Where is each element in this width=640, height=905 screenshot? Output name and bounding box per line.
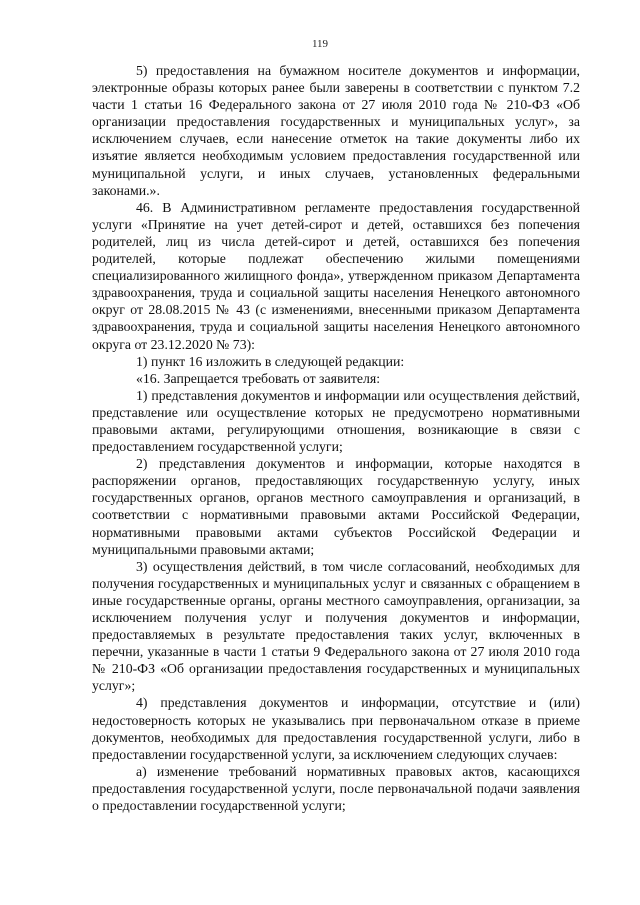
paragraph-clause-16: «16. Запрещается требовать от заявителя: bbox=[136, 370, 381, 386]
paragraph-subitem-4: 4) представления документов и информации, отсутствие и (или) недостоверность которых не указывались при первоначальном отказе в приеме документов, необходимых для предоставления государственной услуги, либо в предоставлении государственной услуги, за исключением следующих случаев: bbox=[92, 695, 580, 762]
document-body bbox=[92, 62, 580, 814]
paragraph-section-46: 46. В Административном регламенте предоставления государственной услуги «Принятие на учет детей-сирот и детей, оставшихся без попечения родителей, лиц из числа детей-сирот и детей, оставшихся без попечения родителей, которые подлежат обеспечению жилыми помещениями специализированного жилищного фонда», утвержденном приказом Департамента здравоохранения, труда и социальной защиты населения Ненецкого автономного округ от 28.08.2015 № 43 (с изменениями, внесенными приказом Департамента здравоохранения, труда и социальной защиты населения Ненецкого автономного округа от 23.12.2020 № 73): bbox=[92, 199, 580, 352]
paragraph-subitem-3: 3) осуществления действий, в том числе согласований, необходимых для получения государственных и муниципальных услуг и связанных с обращением в иные государственные органы, органы местного самоуправления, организации, за исключением получения услуг и получения документов и информации, предоставляемых в результате предоставления таких услуг, включенных в перечни, указанные в части 1 статьи 9 Федерального закона от 27 июля 2010 года № 210-ФЗ «Об организации предоставления государственных и муниципальных услуг»; bbox=[92, 558, 580, 694]
page-number: 119 bbox=[311, 38, 329, 50]
paragraph-item-5: 5) предоставления на бумажном носителе документов и информации, электронные образы которых ранее были заверены в соответствии с пунктом 7.2 части 1 статьи 16 Федерального закона от 27 июля 2010 года № 210-ФЗ «Об организации предоставления государственных и муниципальных услуг», за исключением случаев, если нанесение отметок на такие документы либо их изъятие является необходимым условием предоставления государственной или муниципальной услуги, и иных случаев, установленных федеральными законами.». bbox=[92, 63, 580, 198]
paragraph-subitem-a: а) изменение требований нормативных правовых актов, касающихся предоставления государственной услуги, после первоначальной подачи заявления о предоставлении государственной услуги; bbox=[92, 763, 580, 814]
paragraph-subitem-2: 2) представления документов и информации, которые находятся в распоряжении органов, предоставляющих государственную услугу, иных государственных органов, органов местного самоуправления и организаций, в соответствии с нормативными правовыми актами Российской Федерации, нормативными правовыми актами субъектов Российской Федерации и муниципальными правовыми актами; bbox=[92, 456, 580, 557]
paragraph-point-1: 1) пункт 16 изложить в следующей редакции: bbox=[136, 353, 405, 369]
paragraph-subitem-1: 1) представления документов и информации или осуществления действий, представление или осуществление которых не предусмотрено нормативными правовыми актами, регулирующими отношения, возникающие в связи с предоставлением государственной услуги; bbox=[92, 387, 580, 455]
